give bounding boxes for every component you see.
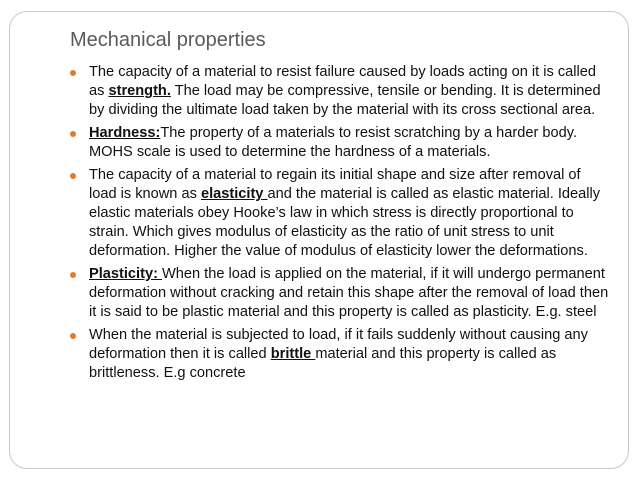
bullet-text: The capacity of a material to resist failure caused by loads acting on it is called as <box>89 64 596 99</box>
keyword-plasticity: Plasticity: <box>89 266 162 282</box>
bullet-elasticity <box>70 166 610 261</box>
bullet-plasticity <box>70 265 610 322</box>
bullet-text: The capacity of a material to regain its initial shape and size after removal of load is known as <box>89 167 581 202</box>
bullet-list <box>70 63 610 387</box>
bullet-text: material and this property is called as brittleness. E.g concrete <box>89 346 557 381</box>
bullet-brittleness <box>70 326 610 383</box>
bullet-strength <box>70 63 610 120</box>
bullet-dot-icon <box>70 70 76 76</box>
bullet-text: The load may be compressive, tensile or bending. It is determined by dividing the ultimate load taken by the material with its cross sectional area. <box>89 83 601 118</box>
keyword-elasticity: elasticity <box>200 186 268 202</box>
bullet-dot-icon <box>70 272 76 278</box>
bullet-text: and the material is called as elastic material. Ideally elastic materials obey Hooke’s law in which stress is directly proportional to strain. Which gives modulus of elasticity as the ratio of unit stress to unit deformation. Higher the value of modulus of elasticity lower the deformations. <box>89 186 601 259</box>
slide-title: Mechanical properties <box>70 29 266 51</box>
bullet-text: When the material is subjected to load, if it fails suddenly without causing any deformation then it is called <box>89 327 588 362</box>
bullet-dot-icon <box>70 173 76 179</box>
bullet-dot-icon <box>70 333 76 339</box>
bullet-dot-icon <box>70 131 76 137</box>
bullet-text: The property of a materials to resist scratching by a harder body. MOHS scale is used to determine the hardness of a materials. <box>89 125 578 160</box>
keyword-brittle: brittle <box>270 346 316 362</box>
keyword-strength: strength. <box>108 83 171 99</box>
bullet-text: When the load is applied on the material, if it will undergo permanent deformation without cracking and retain this shape after the removal of load then it is said to be plastic material and this property is called as plasticity. E.g. steel <box>89 266 609 320</box>
bullet-hardness <box>70 124 610 162</box>
keyword-hardness: Hardness: <box>89 125 161 141</box>
